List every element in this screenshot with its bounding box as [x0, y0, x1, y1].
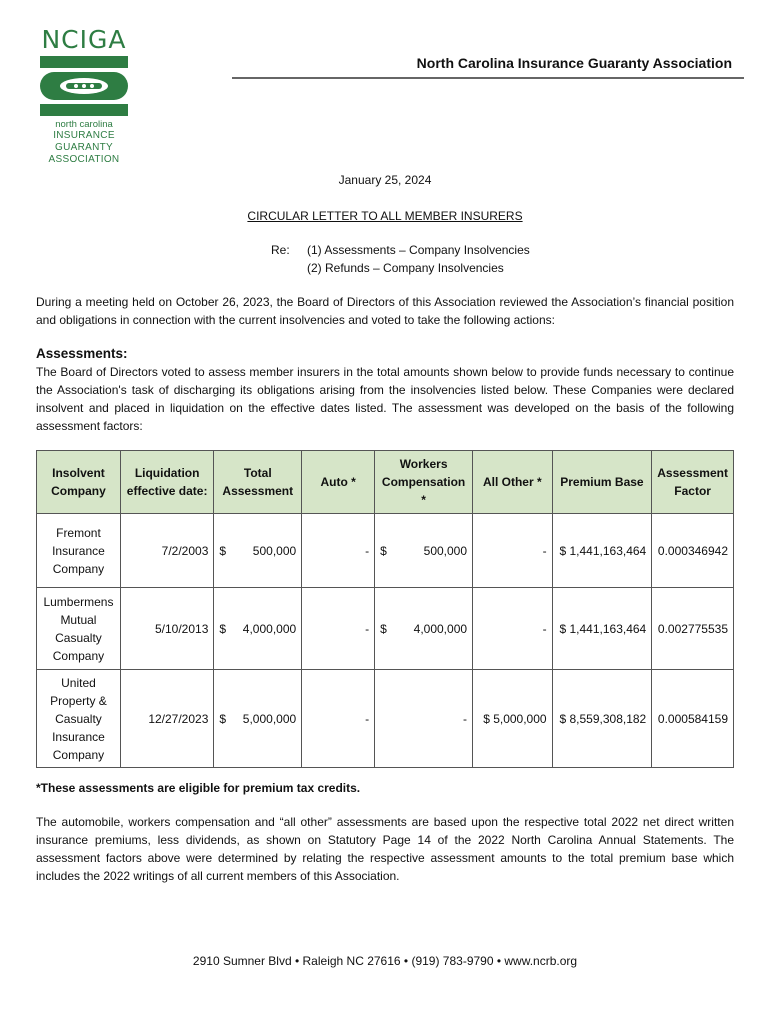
currency-symbol: $: [380, 543, 387, 558]
header-workers-compensation: Workers Compensation *: [375, 451, 473, 514]
circular-title: CIRCULAR LETTER TO ALL MEMBER INSURERS: [247, 209, 523, 223]
table-header-row: [37, 451, 734, 514]
table-row: [37, 514, 734, 588]
amount: 500,000: [423, 543, 468, 558]
cell-premium-base: $ 1,441,163,464: [552, 588, 652, 670]
cell-all-other: -: [473, 588, 553, 670]
cell-date: 7/2/2003: [120, 514, 213, 588]
logo-subtitle-association: ASSOCIATION: [48, 154, 120, 165]
cell-auto: -: [302, 588, 375, 670]
cell-workers-comp: [375, 670, 473, 768]
re-item-assessments: (1) Assessments – Company Insolvencies: [307, 243, 530, 257]
intro-paragraph: During a meeting held on October 26, 2023, the Board of Directors of this Association reviewed the Association’s financial position and obligations in connection with the current insolvencies and voted to take the following actions:: [36, 295, 734, 327]
nciga-emblem-icon: [40, 56, 128, 116]
cell-premium-base: $ 1,441,163,464: [552, 514, 652, 588]
cell-date: 12/27/2023: [120, 670, 213, 768]
cell-premium-base: $ 8,559,308,182: [552, 670, 652, 768]
amount: 4,000,000: [413, 621, 468, 636]
assessments-heading: Assessments:: [36, 346, 128, 361]
letter-date: January 25, 2024: [338, 173, 432, 187]
re-label: Re:: [271, 243, 290, 257]
cell-date: 5/10/2013: [120, 588, 213, 670]
cell-total: [214, 588, 302, 670]
re-items: [307, 241, 530, 277]
tax-credit-note: *These assessments are eligible for premium tax credits.: [36, 781, 361, 795]
header-all-other: All Other *: [473, 451, 553, 514]
cell-total: [214, 670, 302, 768]
currency-symbol: $: [219, 621, 227, 636]
cell-auto: -: [302, 514, 375, 588]
cell-all-other: $ 5,000,000: [473, 670, 553, 768]
cell-assessment-factor: 0.000584159: [652, 670, 734, 768]
cell-assessment-factor: 0.002775535: [652, 588, 734, 670]
logo-subtitle-org: INSURANCE GUARANTY: [53, 130, 115, 153]
header-auto: Auto *: [302, 451, 375, 514]
header-liquidation-date: Liquidation effective date:: [120, 451, 213, 514]
amount: 4,000,000: [242, 621, 297, 636]
header-premium-base: Premium Base: [552, 451, 652, 514]
logo-title: NCIGA: [41, 25, 127, 54]
assessment-table: [36, 450, 734, 768]
cell-auto: -: [302, 670, 375, 768]
currency-symbol: $: [219, 543, 227, 558]
cell-workers-comp: [375, 514, 473, 588]
cell-all-other: -: [473, 514, 553, 588]
header-divider: [232, 77, 744, 79]
cell-company: United Property & Casualty Insurance Company: [37, 670, 121, 768]
header-total-assessment: Total Assessment: [214, 451, 302, 514]
cell-company: Lumbermens Mutual Casualty Company: [37, 588, 121, 670]
closing-paragraph: The automobile, workers compensation and “all other” assessments are based upon the respective total 2022 net direct written insurance premiums, less dividends, as shown on Statutory Page 14 of the 2022 North Carolina Annual Statements. The assessment factors above were determined by relating the respective assessment amounts to the total premium base which includes the 2022 writings of all current members of this Association.: [36, 815, 734, 883]
logo-subtitle-state: north carolina: [55, 119, 113, 130]
re-item-refunds: (2) Refunds – Company Insolvencies: [307, 261, 504, 275]
table-row: [37, 670, 734, 768]
amount: 5,000,000: [242, 711, 297, 726]
organization-name: North Carolina Insurance Guaranty Association: [416, 55, 732, 71]
amount: 500,000: [252, 543, 297, 558]
cell-total: [214, 514, 302, 588]
footer-address: 2910 Sumner Blvd • Raleigh NC 27616 • (919) 783-9790 • www.ncrb.org: [192, 954, 578, 968]
header-insolvent-company: Insolvent Company: [37, 451, 121, 514]
currency-symbol: $: [380, 621, 387, 636]
cell-assessment-factor: 0.000346942: [652, 514, 734, 588]
amount: -: [463, 711, 468, 726]
table-row: [37, 588, 734, 670]
cell-company: Fremont Insurance Company: [37, 514, 121, 588]
cell-workers-comp: [375, 588, 473, 670]
header-assessment-factor: Assessment Factor: [652, 451, 734, 514]
currency-symbol: $: [219, 711, 227, 726]
nciga-logo: [26, 26, 142, 166]
assessments-paragraph: The Board of Directors voted to assess member insurers in the total amounts shown below to provide funds necessary to continue the Association's task of discharging its obligations arising from the insolvencies listed below. These Companies were declared insolvent and placed in liquidation on the effective dates listed. The assessment was developed on the basis of the following assessment factors:: [36, 365, 734, 433]
